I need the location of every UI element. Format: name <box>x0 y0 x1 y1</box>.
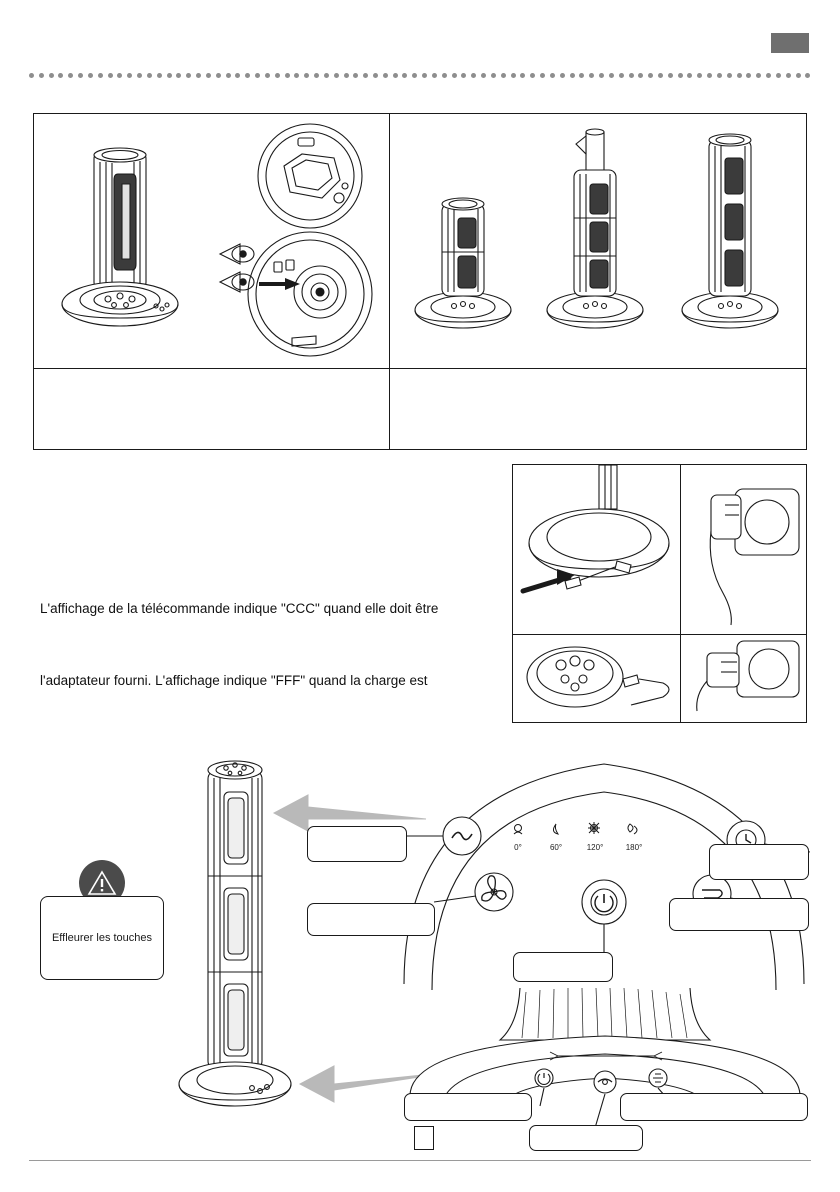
page-number-tab <box>771 33 809 53</box>
instruction-line-2: l'adaptateur fourni. L'affichage indique "FFF" quand la charge est <box>40 673 428 688</box>
symbol-placeholder-box <box>414 1126 434 1150</box>
callout-base-right <box>620 1093 808 1121</box>
callout-base-center <box>529 1125 643 1151</box>
callout-fan-speed <box>307 903 435 936</box>
tick-60: 60° <box>549 843 563 852</box>
table-horizontal-divider <box>34 368 806 369</box>
callout-base-left <box>404 1093 532 1121</box>
warning-text: Effleurer les touches <box>51 932 153 944</box>
base-cable-connection-illustration <box>513 465 680 634</box>
instruction-line-1: L'affichage de la télécommande indique "CCC" quand elle doit être <box>40 601 439 616</box>
callout-timer <box>709 844 809 880</box>
tick-120: 120° <box>586 843 604 852</box>
footer-divider <box>29 1160 811 1161</box>
height-configurations-illustration <box>390 114 807 368</box>
adapter-wall-socket-illustration <box>681 465 806 634</box>
tick-0: 0° <box>514 843 522 852</box>
tick-180: 180° <box>625 843 643 852</box>
assembly-figure-table <box>33 113 807 450</box>
warning-text-box <box>40 896 164 980</box>
callout-power <box>513 952 613 982</box>
callout-oscillation <box>307 826 407 862</box>
callout-mode <box>669 898 809 931</box>
connector-detail-illustration <box>34 114 389 368</box>
dotted-divider <box>29 72 811 79</box>
remote-charging-illustration <box>513 635 680 722</box>
warning-triangle-glyph <box>87 869 117 897</box>
charging-figure-grid <box>512 464 807 723</box>
adapter-plug-illustration <box>681 635 806 722</box>
